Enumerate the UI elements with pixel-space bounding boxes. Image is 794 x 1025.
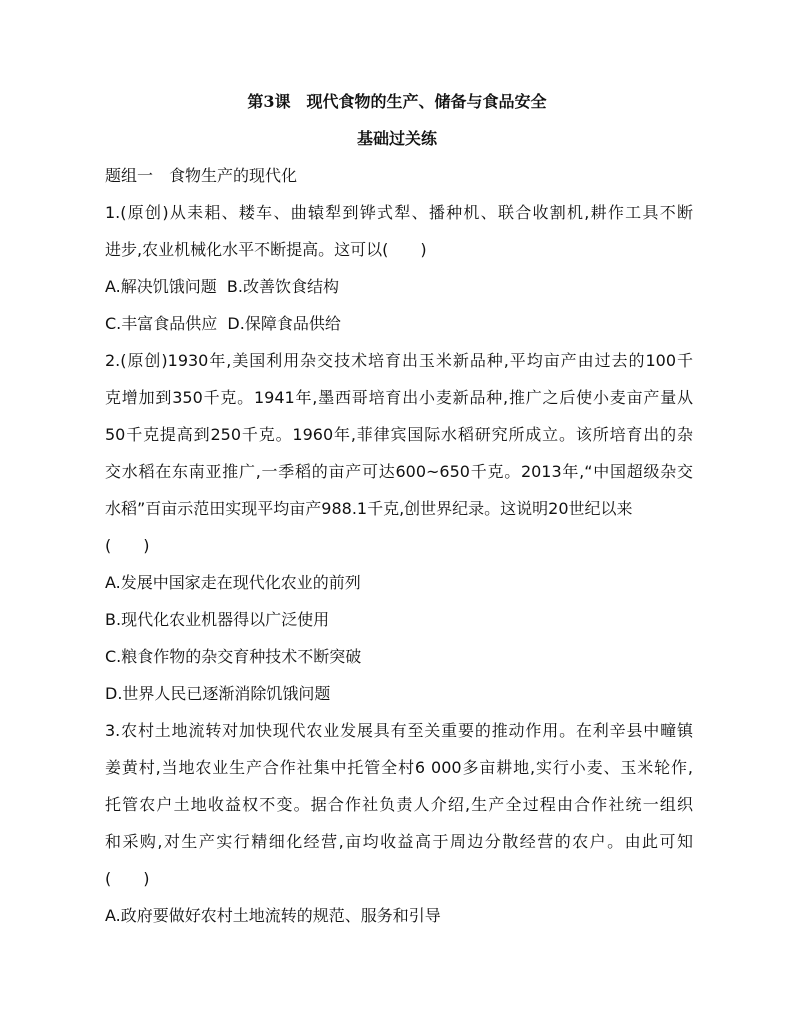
q2-option-b: B.现代化农业机器得以广泛使用	[105, 610, 330, 629]
q2-stem-line: 2.(原创)1930年,美国利用杂交技术培育出玉米新品种,平均亩产由过去的100千	[105, 351, 693, 370]
q3-stem-line: 姜黄村,当地农业生产合作社集中托管全村6 000多亩耕地,实行小麦、玉米轮作,	[105, 758, 693, 777]
lesson-title: 第3课 现代食物的生产、储备与食品安全	[247, 92, 547, 111]
section-heading: 基础过关练	[356, 129, 437, 148]
q3-answer-blank: ( )	[105, 869, 150, 888]
q1-stem-line: 1.(原创)从耒耜、耧车、曲辕犁到铧式犁、播种机、联合收割机,耕作工具不断	[105, 203, 693, 222]
q2-option-d: D.世界人民已逐渐消除饥饿问题	[105, 684, 331, 703]
q2-stem-line: 克增加到350千克。1941年,墨西哥培育出小麦新品种,推广之后使小麦亩产量从	[105, 388, 693, 407]
q2-option-c: C.粮食作物的杂交育种技术不断突破	[105, 647, 362, 666]
q2-answer-blank: ( )	[105, 536, 150, 555]
q3-stem-line: 和采购,对生产实行精细化经营,亩均收益高于周边分散经营的农户。由此可知	[105, 832, 693, 851]
q2-stem-line: 交水稻在东南亚推广,一季稻的亩产可达600~650千克。2013年,“中国超级杂交	[105, 462, 693, 481]
q2-stem-line: 50千克提高到250千克。1960年,菲律宾国际水稻研究所成立。该所培育出的杂	[105, 425, 693, 444]
q1-option-line: A.解决饥饿问题 B.改善饮食结构	[105, 277, 339, 296]
q1-stem-line: 进步,农业机械化水平不断提高。这可以( )	[105, 240, 427, 259]
q3-stem-line: 托管农户土地收益权不变。据合作社负责人介绍,生产全过程由合作社统一组织	[105, 795, 693, 814]
topic-group-heading: 题组一 食物生产的现代化	[105, 166, 298, 185]
q2-option-a: A.发展中国家走在现代化农业的前列	[105, 573, 361, 592]
q3-option-a: A.政府要做好农村土地流转的规范、服务和引导	[105, 906, 441, 925]
q3-stem-line: 3.农村土地流转对加快现代农业发展具有至关重要的推动作用。在利辛县中疃镇	[105, 721, 693, 740]
q2-stem-line: 水稻”百亩示范田实现平均亩产988.1千克,创世界纪录。这说明20世纪以来	[105, 499, 633, 518]
q1-option-line: C.丰富食品供应 D.保障食品供给	[105, 314, 341, 333]
